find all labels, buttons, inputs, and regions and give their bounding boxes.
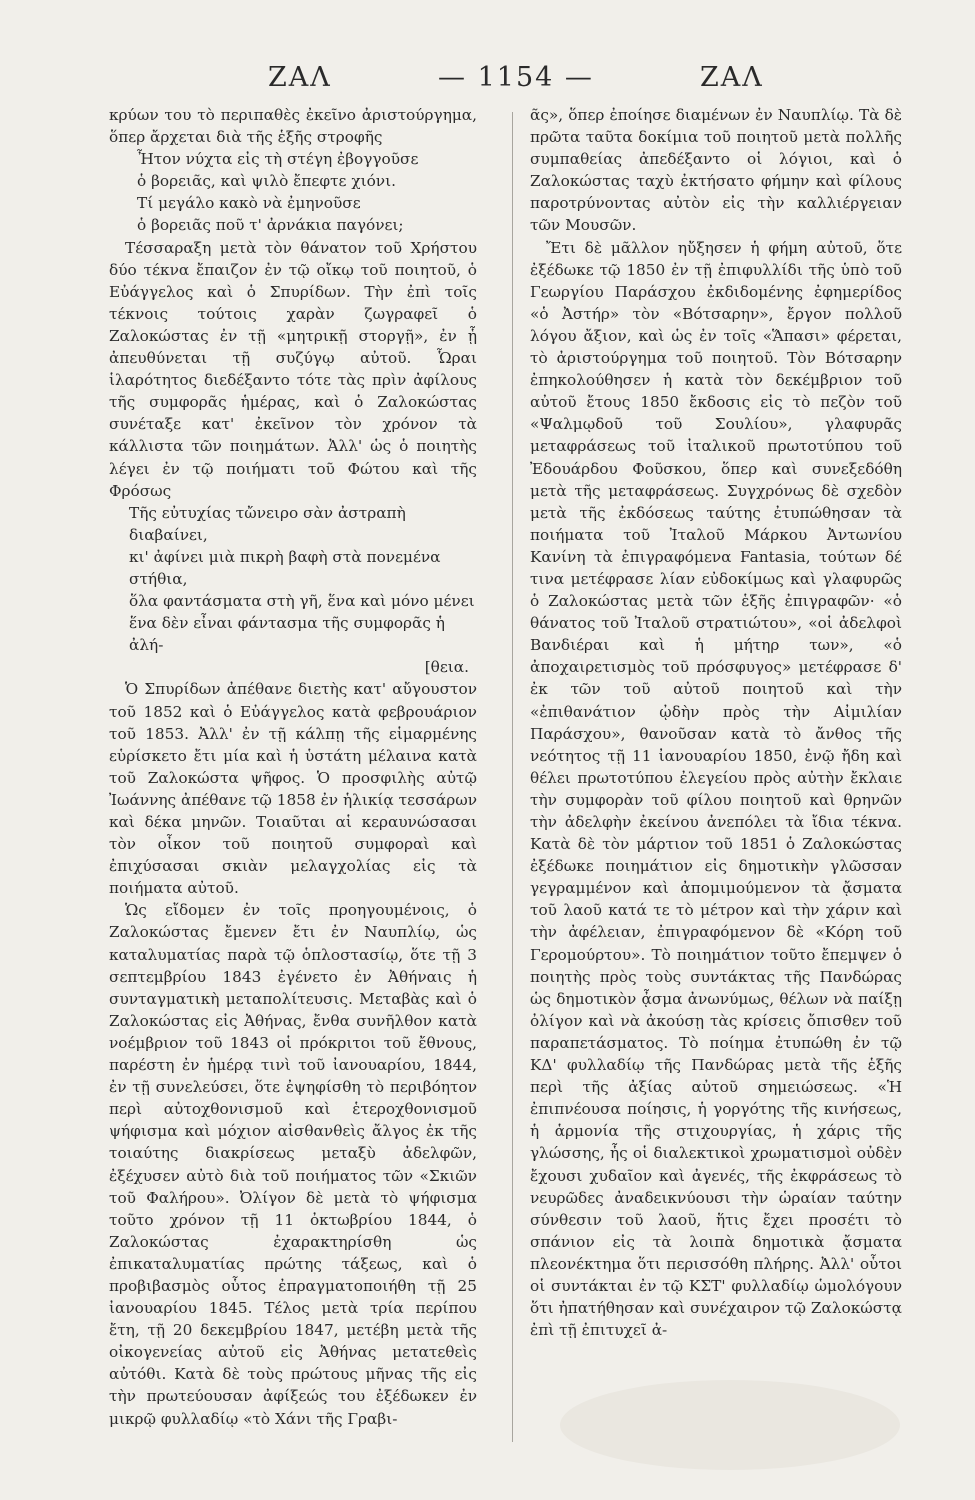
verse-line: Τί μεγάλο κακὸ νὰ ἐμηνοῦσε [137,194,361,213]
page-number: — 1154 — [438,62,594,93]
verse-line: ὅλα φαντάσματα στὴ γῆ, ἕνα καὶ μόνο μένει [129,592,475,611]
running-head [0,62,975,98]
left-column [109,104,477,1434]
verse-line: ὁ βορειᾶς ποῦ τ' ἀρνάκια παγόνει; [137,216,404,235]
verse-line: ἕνα δὲν εἶναι φάντασμα τῆς συμφορᾶς ἡ ἀλή- [129,614,445,655]
paragraph: Ὁ Σπυρίδων ἀπέθανε διετὴς κατ' αὔγουστον τοῦ 1852 καὶ ὁ Εὐάγγελος κατὰ φεβρουάριον τοῦ 1853. Ἀλλ' ἐν τῇ κάλπῃ τῆς εἱμαρμένης εὑρίσκετο ἔτι μία καὶ ἡ ὑστάτη μέλαινα κατὰ τοῦ Ζαλοκώστα ψῆφος. Ὁ προσφιλὴς αὐτῷ Ἰωάννης ἀπέθανε τῷ 1858 ἐν ἡλικίᾳ τεσσάρων καὶ δέκα μηνῶν. Τοιαῦται αἱ κεραυνώσασαι τὸν οἶκον τοῦ ποιητοῦ συμφοραὶ καὶ ἐπιχύσασαι σκιὰν μελαγχολίας εἰς τὰ ποιήματα αὐτοῦ. [109,680,477,898]
right-column [530,104,902,1434]
verse-line: [θεια. [424,658,469,677]
paragraph: Ἔτι δὲ μᾶλλον ηὔξησεν ἡ φήμη αὐτοῦ, ὅτε ἐξέδωκε τῷ 1850 ἐν τῇ ἐπιφυλλίδι τῆς ὑπὸ τοῦ Γεωργίου Παράσχου ἐκδιδομένης ἐφημερίδος «ὁ Ἀστήρ» τὸν «Βότσαρην», ἔργον πολλοῦ λόγου ἄξιον, καὶ ὡς ἐν τοῖς «Ἅπασι» φέρεται, τὸ ἀριστούργημα τοῦ ποιητοῦ. Τὸν Βότσαρην ἐπηκολούθησεν ἡ κατὰ τὸν δεκέμβριον τοῦ αὐτοῦ ἔτους 1850 ἔκδοσις εἰς τὸ πεζὸν τοῦ «Ψαλμῳδοῦ τοῦ Σουλίου», γλαφυρᾶς μεταφράσεως τοῦ ἰταλικοῦ πρωτοτύπου τοῦ Ἐδουάρδου Φοῦσκου, ὅπερ καὶ συνεξεδόθη μετὰ τῆς μεταφράσεως. Συγχρόνως δὲ σχεδὸν μετὰ τῆς ἐκδόσεως ταύτης ἐτυπώθησαν τὰ ποιήματα τοῦ Ἰταλοῦ Μάρκου Ἀντωνίου Κανίνη τὰ ἐπιγραφόμενα Fantasia, τούτων δέ τινα μετέφρασε λίαν εὐδοκίμως καὶ γλαφυρῶς ὁ Ζαλοκώστας μετὰ τῶν ἑξῆς ἐπιγραφῶν· «ὁ θάνατος τοῦ Ἰταλοῦ στρατιώτου», «οἱ ἀδελφοὶ Βανδιέραι καὶ ἡ μήτηρ των», «ὁ ἀποχαιρετισμὸς τοῦ πρόσφυγος» μετέφρασε δ' ἐκ τῶν τοῦ αὐτοῦ ποιητοῦ καὶ τὴν «ἐπιθανάτιον ᾠδὴν πρὸς τὴν Αἰμιλίαν Παράσχου», θανοῦσαν κατὰ τὸ ἄνθος τῆς νεότητος τῇ 11 ἰανουαρίου 1850, ἐνῷ ἤδη καὶ θέλει πρωτοτύπου ἐλεγείου πρὸς αὐτὴν ἔκλαιε τὴν συμφορὰν τοῦ φίλου ποιητοῦ καὶ θρηνῶν τὴν ἀδελφὴν ἐκείνου ἀνεπόλει τὰ ἴδια τέκνα. Κατὰ δὲ τὸν μάρτιον τοῦ 1851 ὁ Ζαλοκώστας ἐξέδωκε ποιημάτιον εἰς δημοτικὴν γλῶσσαν γεγραμμένον καὶ ἀπομιμούμενον τὰ ᾄσματα τοῦ λαοῦ κατά τε τὸ μέτρον καὶ τὴν χάριν καὶ τὴν ἀφέλειαν, ἐπιγραφόμενον δὲ «Κόρη τοῦ Γερομούρτου». Τὸ ποιημάτιον τοῦτο ἔπεμψεν ὁ ποιητὴς πρὸς τοὺς συντάκτας τῆς Πανδώρας ὡς δημοτικὸν ᾆσμα ἀνωνύμως, θέλων νὰ παίξῃ ὀλίγον καὶ νὰ ἀκούσῃ τὰς κρίσεις ὄπισθεν τοῦ παραπετάσματος. Τὸ ποίημα ἐτυπώθη ἐν τῷ ΚΔ' φυλλαδίῳ τῆς Πανδώρας μετὰ τῆς ἑξῆς περὶ τῆς ἀξίας αὐτοῦ σημειώσεως. «Ἡ ἐπιπνέουσα ποίησις, ἡ γοργότης τῆς κινήσεως, ἡ ἁρμονία τῆς στιχουργίας, ἡ χάρις τῆς γλώσσης, ἧς οἱ διαλεκτικοὶ χρωματισμοὶ οὐδὲν ἔχουσι χυδαῖον καὶ ἀγενές, τῆς ἐκφράσεως τὸ νευρῶδες ἀναδεικνύουσι τὴν ὡραίαν ταύτην σύνθεσιν τοῦ λαοῦ, ἥτις ἔχει προσέτι τὸ σπάνιον εἰς τὰ λοιπὰ δημοτικὰ ᾄσματα πλεονέκτημα ὅτι περισσόθη πλήρης. Ἀλλ' οὗτοι οἱ συντάκται ἐν τῷ ΚΣΤ' φυλλαδίῳ ὡμολόγουν ὅτι ἠπατήθησαν καὶ συνέχαιρον τῷ Ζαλοκώστᾳ ἐπὶ τῇ ἐπιτυχεῖ ἀ- [530,238,902,1340]
verse-quote [109,148,477,236]
paragraph: Ὡς εἴδομεν ἐν τοῖς προηγουμένοις, ὁ Ζαλοκώστας ἔμενεν ἔτι ἐν Ναυπλίῳ, ὡς καταλυματίας παρὰ τῷ ὁπλοστασίῳ, ὅτε τῇ 3 σεπτεμβρίου 1843 ἐγένετο ἐν Ἀθήναις ἡ συνταγματικὴ μεταπολίτευσις. Μεταβὰς καὶ ὁ Ζαλοκώστας εἰς Ἀθήνας, ἔνθα συνῆλθον κατὰ νοέμβριον τοῦ 1843 οἱ πρόκριτοι τοῦ ἔθνους, παρέστη ἐν ἡμέρᾳ τινὶ τοῦ ἰανουαρίου, 1844, ἐν τῇ συνελεύσει, ὅτε ἐψηφίσθη τὸ περιβόητον περὶ αὐτοχθονισμοῦ καὶ ἑτεροχθονισμοῦ ψήφισμα καὶ μόχιον αἰσθανθεὶς ἄλγος ἐκ τῆς τοιαύτης διακρίσεως μεταξὺ ἀδελφῶν, ἐξέχυσεν αὐτὸ διὰ τοῦ ποιήματος τῶν «Σκιῶν τοῦ Φαλήρου». Ὀλίγον δὲ μετὰ τὸ ψήφισμα τοῦτο χρόνον τῇ 11 ὀκτωβρίου 1844, ὁ Ζαλοκώστας ἐχαρακτηρίσθη ὡς ἐπικαταλυματίας πρώτης τάξεως, καὶ ὁ προβιβασμὸς οὗτος ἐπραγματοποιήθη τῇ 25 ἰανουαρίου 1845. Τέλος μετὰ τρία περίπου ἔτη, τῇ 20 δεκεμβρίου 1847, μετέβη μετὰ τῆς οἰκογενείας αὐτοῦ εἰς Ἀθήνας μετατεθεὶς αὐτόθι. Κατὰ δὲ τοὺς πρώτους μῆνας τῆς εἰς τὴν πρωτεύουσαν ἀφίξεώς του ἐξέδωκεν ἐν μικρῷ φυλλαδίῳ «τὸ Χάνι τῆς Γραβι- [109,901,477,1428]
paragraph: κρύων του τὸ περιπαθὲς ἐκεῖνο ἀριστούργημα, ὅπερ ἄρχεται διὰ τῆς ἑξῆς στροφῆς [109,106,477,147]
paragraph: Τέσσαραξη μετὰ τὸν θάνατον τοῦ Χρήστου δύο τέκνα ἔπαιζον ἐν τῷ οἴκῳ τοῦ ποιητοῦ, ὁ Εὐάγγελος καὶ ὁ Σπυρίδων. Τὴν ἐπὶ τοῖς τέκνοις τούτοις χαρὰν ζωγραφεῖ ὁ Ζαλοκώστας ἐν τῇ «μητρικῇ στοργῇ», ἐν ᾗ ἀπευθύνεται τῇ συζύγῳ αὐτοῦ. Ὧραι ἱλαρότητος διεδέξαντο τότε τὰς πρὶν ἀφίλους τῆς συμφορᾶς ἡμέρας, καὶ ὁ Ζαλοκώστας συνέταξε κατ' ἐκεῖνον τὸν χρόνον τὰ κάλλιστα τῶν ποιημάτων. Ἀλλ' ὡς ὁ ποιητὴς λέγει ἐν τῷ ποιήματι τοῦ Φώτου καὶ τῆς Φρόσως [109,238,477,500]
header-right-entry: ΖΑΛ [700,62,764,93]
verse-line: Ἦτον νύχτα εἰς τὴ στέγη ἐβογγοῦσε [137,150,419,169]
paragraph: ᾶς», ὅπερ ἐποίησε διαμένων ἐν Ναυπλίῳ. Τὰ δὲ πρῶτα ταῦτα δοκίμια τοῦ ποιητοῦ μετὰ πολλῆς συμπαθείας ἀπεδέξαντο οἱ λόγιοι, καὶ ὁ Ζαλοκώστας ταχὺ ἐκτήσατο φήμην καὶ φίλους παροτρύνοντας αὐτὸν εἰς τὴν καλλιέργειαν τῶν Μουσῶν. [530,106,902,235]
verse-line: ὁ βορειᾶς, καὶ ψιλὸ ἔπεφτε χιόνι. [137,172,396,191]
header-left-entry: ΖΑΛ [268,62,332,93]
verse-line: κι' ἀφίνει μιὰ πικρὴ βαφὴ στὰ πονεμένα στήθια, [129,547,441,588]
verse-quote [109,502,477,679]
column-divider [512,112,513,1442]
verse-line: Τῆς εὐτυχίας τὤνειρο σὰν ἀστραπὴ διαβαίνει, [129,503,406,544]
